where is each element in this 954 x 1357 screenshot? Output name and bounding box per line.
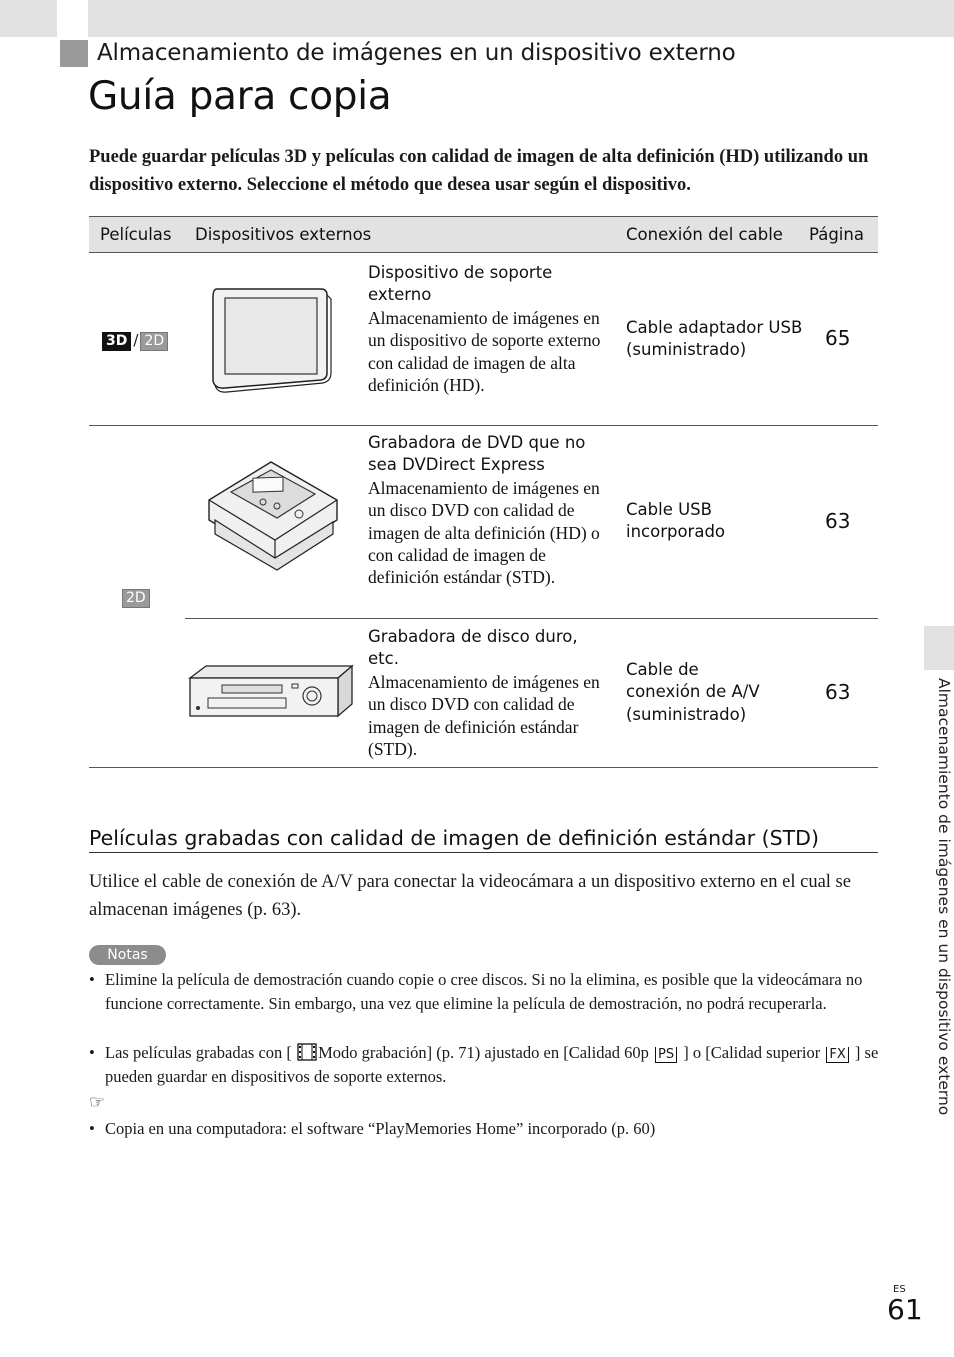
device-cell-3 <box>368 626 608 760</box>
movie-format-2d <box>122 587 150 608</box>
header-conexion: Conexión del cable <box>626 225 783 244</box>
note2-part-b: Modo grabación] (p. 71) ajustado en [Calidad 60p <box>318 1043 649 1062</box>
device-cell-1 <box>368 262 608 396</box>
device-description: Almacenamiento de imágenes en un disco DVD con calidad de imagen de alta definición (HD) o con calidad de imagen de definición estándar (STD). <box>368 477 600 588</box>
fx-mode-icon: FX <box>826 1047 848 1063</box>
cable-cell-2: Cable USB incorporado <box>626 500 726 542</box>
intro-paragraph: Puede guardar películas 3D y películas con calidad de imagen de alta definición (HD) utilizando un dispositivo externo. Seleccione el método que desea usar según el dispositivo. <box>89 147 869 195</box>
device-name: Grabadora de disco duro, etc. <box>368 627 578 669</box>
badge-separator: / <box>133 331 139 349</box>
header-dispositivos: Dispositivos externos <box>195 225 372 244</box>
hdd-recorder-icon <box>188 664 356 720</box>
copy-guide-table <box>89 216 878 768</box>
section-title: Almacenamiento de imágenes en un dispositivo externo <box>97 40 736 66</box>
side-tab-label: Almacenamiento de imágenes en un dispositivo externo <box>935 678 953 1116</box>
device-cell-2 <box>368 432 608 589</box>
note2-part-c: ] o [Calidad superior <box>683 1043 821 1062</box>
note-item-2 <box>89 1041 879 1089</box>
bullet: • <box>89 1119 95 1138</box>
side-tab-marker <box>924 626 954 670</box>
device-description: Almacenamiento de imágenes en un dispositivo de soporte externo con calidad de imagen de alta definición (HD). <box>368 307 601 396</box>
side-tab <box>925 678 954 1148</box>
language-code: ES <box>893 1284 906 1295</box>
subsection-title: Películas grabadas con calidad de imagen de definición estándar (STD) <box>89 826 819 850</box>
note-text <box>89 1041 879 1089</box>
external-media-device-icon <box>209 285 333 393</box>
hint-icon: ☞ <box>89 1092 106 1112</box>
page-title: Guía para copia <box>88 74 392 119</box>
header-peliculas: Películas <box>100 225 172 244</box>
note2-part-a: Las películas grabadas con [ <box>105 1043 292 1062</box>
row-divider <box>89 425 878 426</box>
note-item-1 <box>89 968 879 1016</box>
device-name: Dispositivo de soporte externo <box>368 263 553 305</box>
bullet: • <box>89 970 95 989</box>
badge-2d: 2D <box>122 589 150 608</box>
table-header <box>89 216 878 253</box>
page-ref-63b[interactable]: 63 <box>825 680 851 704</box>
cable-cell-3: Cable de conexión de A/V (suministrado) <box>626 660 760 724</box>
device-name: Grabadora de DVD que no sea DVDirect Express <box>368 433 586 475</box>
page-number: 61 <box>887 1293 923 1326</box>
tip-text: Copia en una computadora: el software “PlayMemories Home” incorporado (p. 60) <box>105 1119 656 1138</box>
film-strip-icon <box>296 1043 318 1061</box>
bullet: • <box>89 1043 95 1062</box>
header-band-left <box>0 0 57 37</box>
section-marker <box>60 40 88 67</box>
subsection-rule <box>89 852 878 853</box>
badge-2d: 2D <box>140 332 168 351</box>
table-bottom-rule <box>89 767 878 768</box>
page-ref-63a[interactable]: 63 <box>825 509 851 533</box>
cable-cell-1: Cable adaptador USB (suministrado) <box>626 318 803 360</box>
subsection-body: Utilice el cable de conexión de A/V para conectar la videocámara a un dispositivo externo en el cual se almacenan imágenes (p. 63). <box>89 872 851 920</box>
ps-mode-icon: PS <box>655 1047 677 1063</box>
device-description: Almacenamiento de imágenes en un disco DVD con calidad de imagen de definición estándar (STD). <box>368 671 600 760</box>
badge-3d: 3D <box>102 332 131 351</box>
tip-item <box>89 1117 879 1141</box>
dvd-writer-icon <box>201 454 341 572</box>
notes-badge: Notas <box>89 945 166 965</box>
header-pagina: Página <box>809 225 864 244</box>
note-text: Elimine la película de demostración cuando copie o cree discos. Si no la elimina, es posible que la videocámara no funcione correctamente. Sin embargo, una vez que elimine la película de demostración, no podrá recuperarla. <box>105 970 863 1013</box>
note2-part-d: ] se pueden guardar en dispositivos de soporte externos. <box>105 1043 879 1086</box>
row-divider <box>185 618 878 619</box>
header-band <box>88 0 954 37</box>
movie-format-3d-2d <box>102 330 168 351</box>
page-ref-65[interactable]: 65 <box>825 326 851 350</box>
